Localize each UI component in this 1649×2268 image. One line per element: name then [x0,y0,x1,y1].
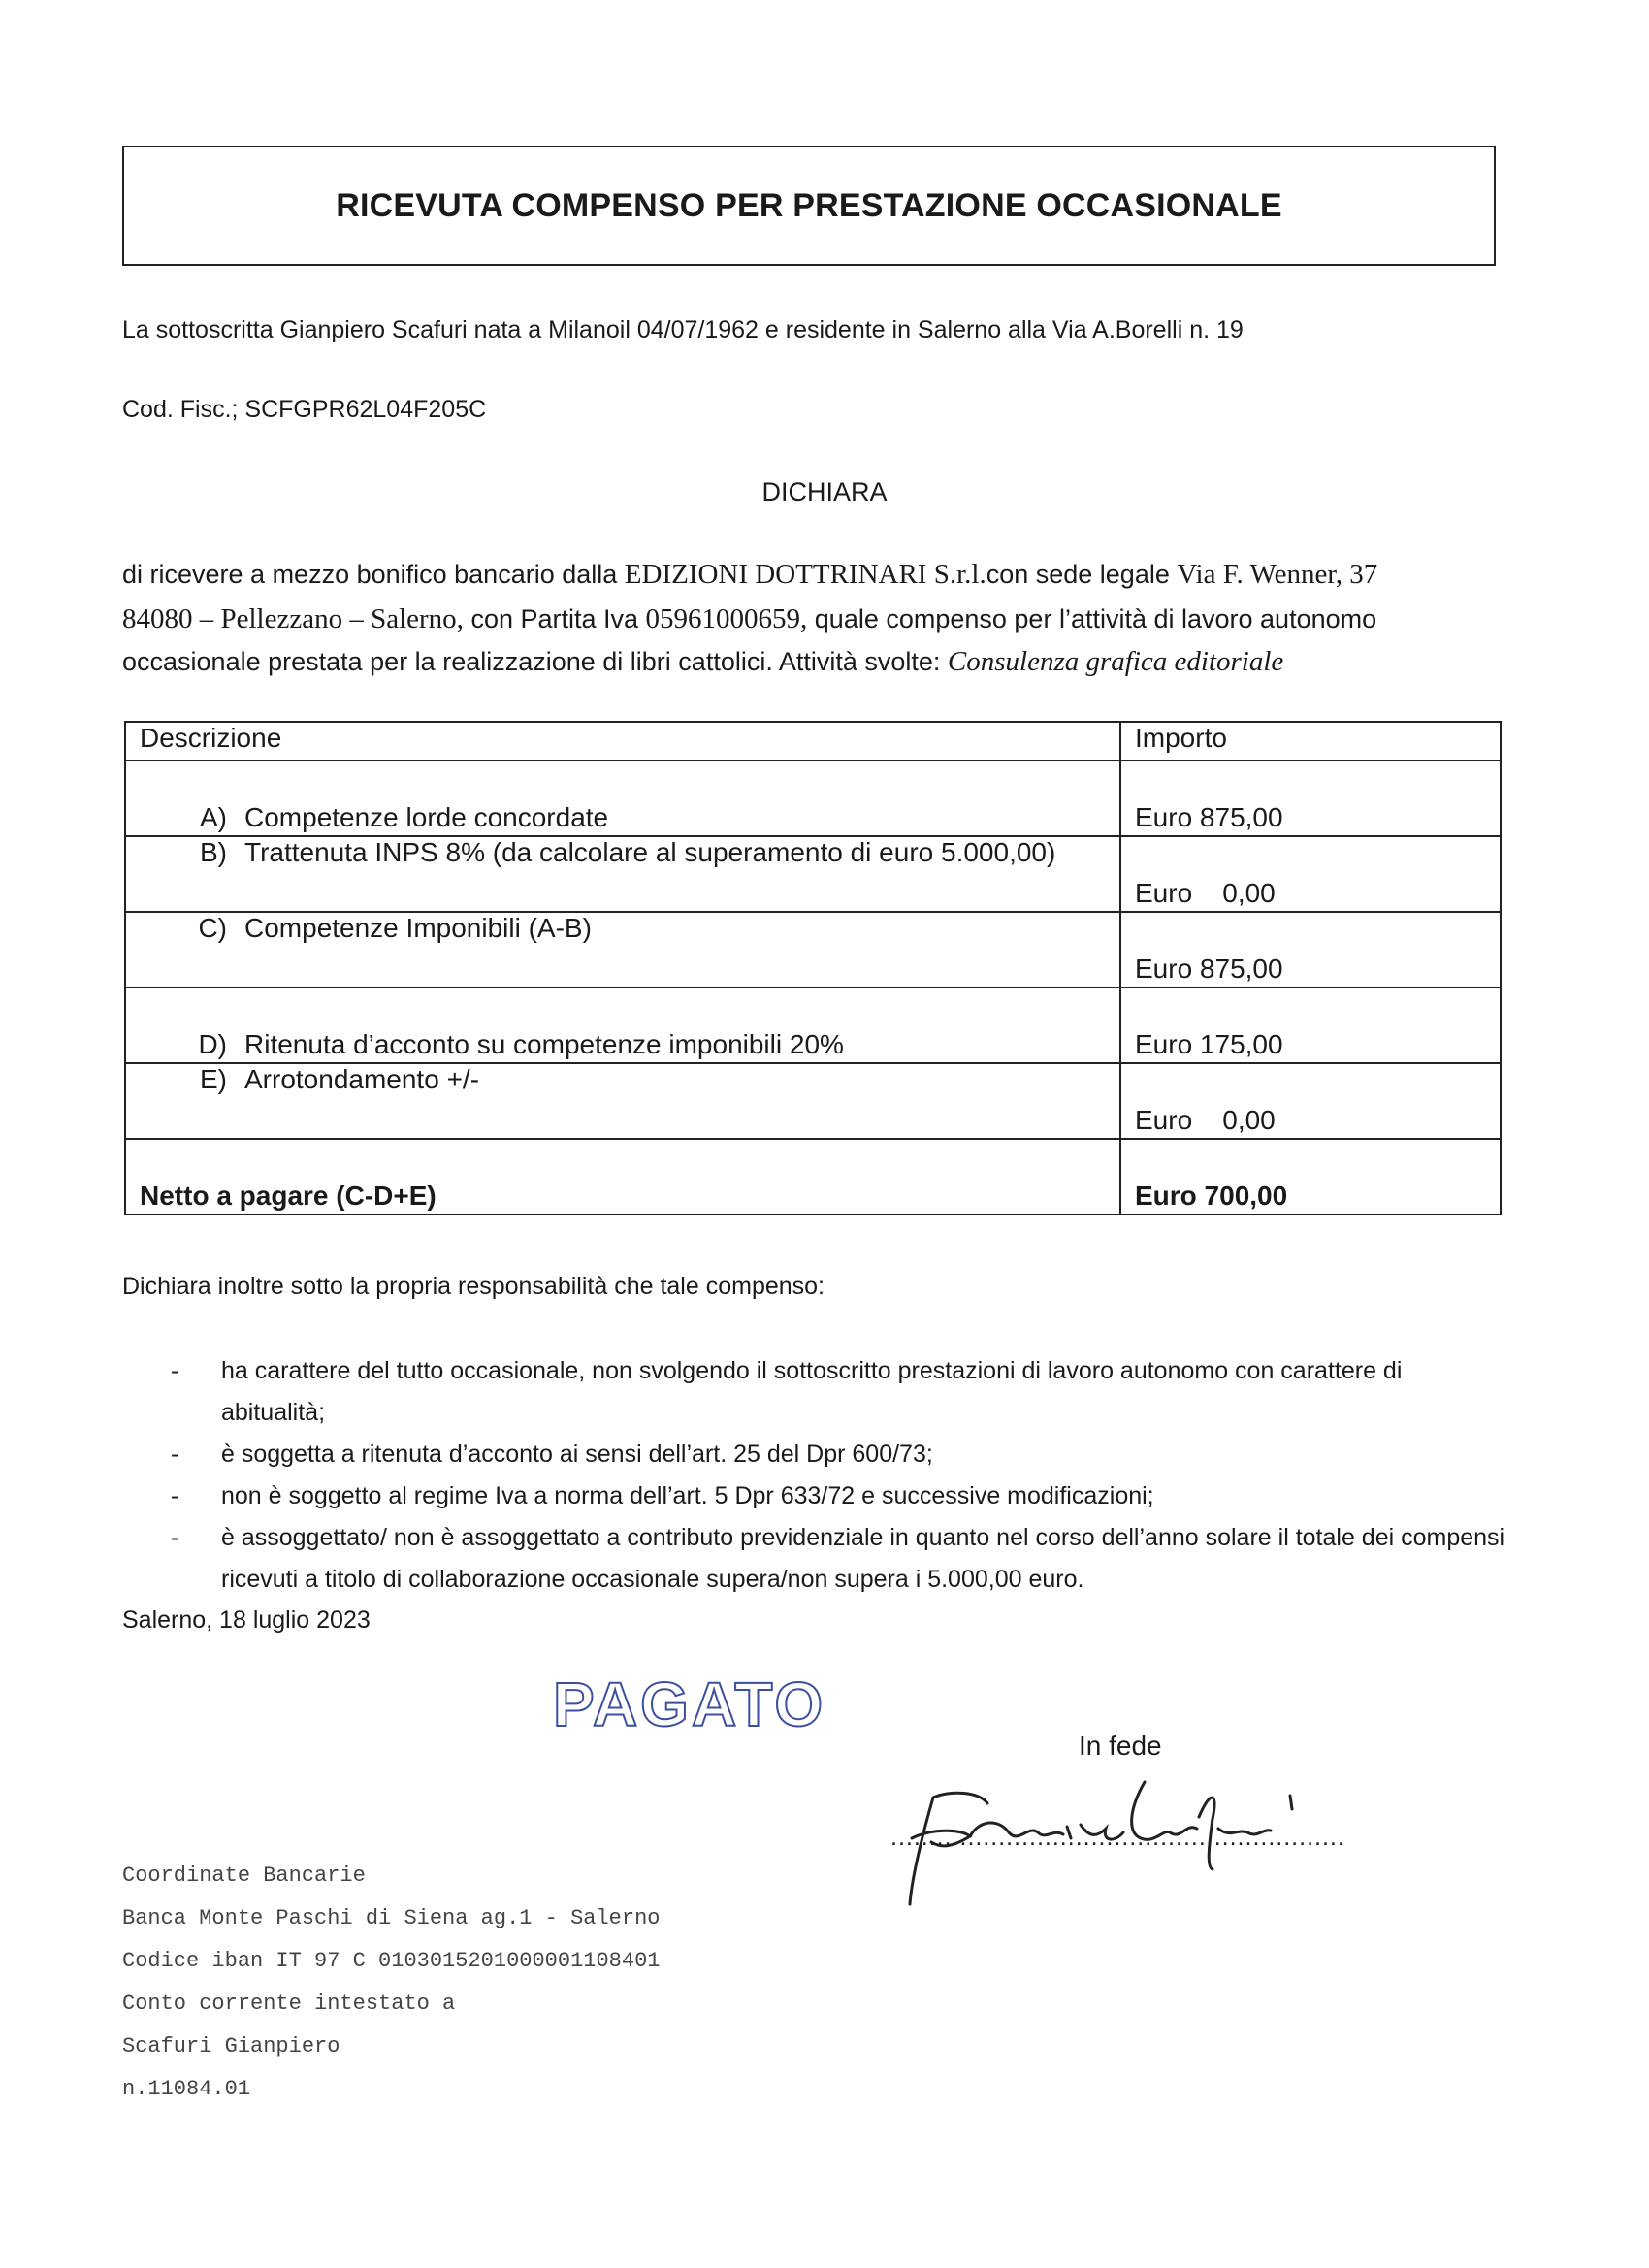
bank-line: Conto corrente intestato a [122,1992,456,2016]
bullet: - [171,1482,179,1509]
row-letter: B) [200,837,227,867]
table-row [125,988,1501,1063]
row-letter: D) [198,1029,227,1059]
list-item-text: non è soggetto al regime Iva a norma dell’art. 5 Dpr 633/72 e successive modificazioni; [221,1482,1154,1509]
table-row [125,761,1501,836]
paid-stamp: PAGATO [553,1669,826,1739]
compensation-table [124,721,1502,1215]
row-amount: Euro 0,00 [1120,836,1501,912]
total-label: Netto a pagare (C-D+E) [125,1139,1120,1215]
body-line-3 [122,646,1283,678]
list-item [171,1517,1509,1601]
header-description: Descrizione [125,722,1120,761]
bank-line: Banca Monte Paschi di Siena ag.1 - Salerno [122,1906,661,1930]
body-l2-d: quale compenso per l’attività di lavoro autonomo [807,604,1377,633]
bullet: - [171,1441,179,1468]
row-label: Competenze Imponibili (A-B) [244,913,592,943]
table-total-row [125,1139,1501,1215]
company-city: 84080 – Pellezzano – Salerno, [122,603,464,634]
table-row [125,912,1501,988]
row-amount: Euro 0,00 [1120,1063,1501,1139]
list-item-text: è soggetta a ritenuta d’acconto ai sensi dell’art. 25 del Dpr 600/73; [221,1441,933,1468]
header-amount: Importo [1120,722,1501,761]
signature-label: In fede [1079,1731,1162,1761]
list-item [171,1350,1509,1434]
bank-line: n.11084.01 [122,2077,251,2101]
bullet: - [171,1357,179,1384]
iban-line: Codice iban IT 97 C 0103015201000001108401 [122,1949,661,1973]
body-l3-a: occasionale prestata per la realizzazione di libri cattolici. Attività svolte: [122,647,948,676]
handwritten-signature [873,1761,1319,1906]
body-l1-c: con sede legale [986,560,1178,589]
bullet: - [171,1524,179,1551]
activities: Consulenza grafica editoriale [947,646,1284,677]
list-item [171,1475,1509,1517]
vat-number: 05961000659, [645,603,808,634]
body-line-1 [122,559,1377,591]
document-title: RICEVUTA COMPENSO PER PRESTAZIONE OCCASIONALE [336,186,1282,224]
company-address: Via F. Wenner, 37 [1177,559,1378,590]
row-letter: C) [198,913,227,943]
row-letter: E) [200,1064,227,1094]
title-box [122,146,1496,266]
bank-details [122,1855,661,2111]
fiscal-code: Cod. Fisc.; SCFGPR62L04F205C [122,396,487,423]
declaration-list [171,1350,1509,1601]
declaration-intro: Dichiara inoltre sotto la propria responsabilità che tale compenso: [122,1273,824,1300]
row-amount: Euro 875,00 [1120,912,1501,988]
total-amount: Euro 700,00 [1120,1139,1501,1215]
declares-heading: DICHIARA [761,477,888,506]
place-date: Salerno, 18 luglio 2023 [122,1606,371,1634]
row-label: Ritenuta d’acconto su competenze imponibili 20% [244,1029,844,1059]
bank-line: Coordinate Bancarie [122,1863,366,1888]
table-row [125,836,1501,912]
list-item-text: è assoggettato/ non è assoggettato a contributo previdenziale in quanto nel corso dell’anno solare il totale dei compensi ricevuti a titolo di collaborazione occasionale supera/non supera i 5.000,00 euro. [221,1524,1505,1593]
row-label: Competenze lorde concordate [244,802,609,832]
body-line-2 [122,603,1376,635]
row-letter: A) [200,802,227,832]
company-name: EDIZIONI DOTTRINARI S.r.l. [624,559,986,590]
bank-line: Scafuri Gianpiero [122,2034,340,2058]
list-item-text: ha carattere del tutto occasionale, non svolgendo il sottoscritto prestazioni di lavoro autonomo con carattere di abitualità; [221,1357,1403,1426]
table-row [125,1063,1501,1139]
row-amount: Euro 875,00 [1120,761,1501,836]
list-item [171,1434,1509,1475]
body-l1-a: di ricevere a mezzo bonifico bancario dalla [122,560,625,589]
row-amount: Euro 175,00 [1120,988,1501,1063]
row-label: Arrotondamento +/- [244,1064,480,1094]
table-header-row [125,722,1501,761]
body-l2-b: con Partita Iva [463,604,646,633]
intro-line: La sottoscritta Gianpiero Scafuri nata a Milanoil 04/07/1962 e residente in Salerno alla Via A.Borelli n. 19 [122,316,1244,343]
signature-dots: ........................................................... [890,1824,1345,1851]
row-label: Trattenuta INPS 8% (da calcolare al superamento di euro 5.000,00) [244,837,1056,867]
